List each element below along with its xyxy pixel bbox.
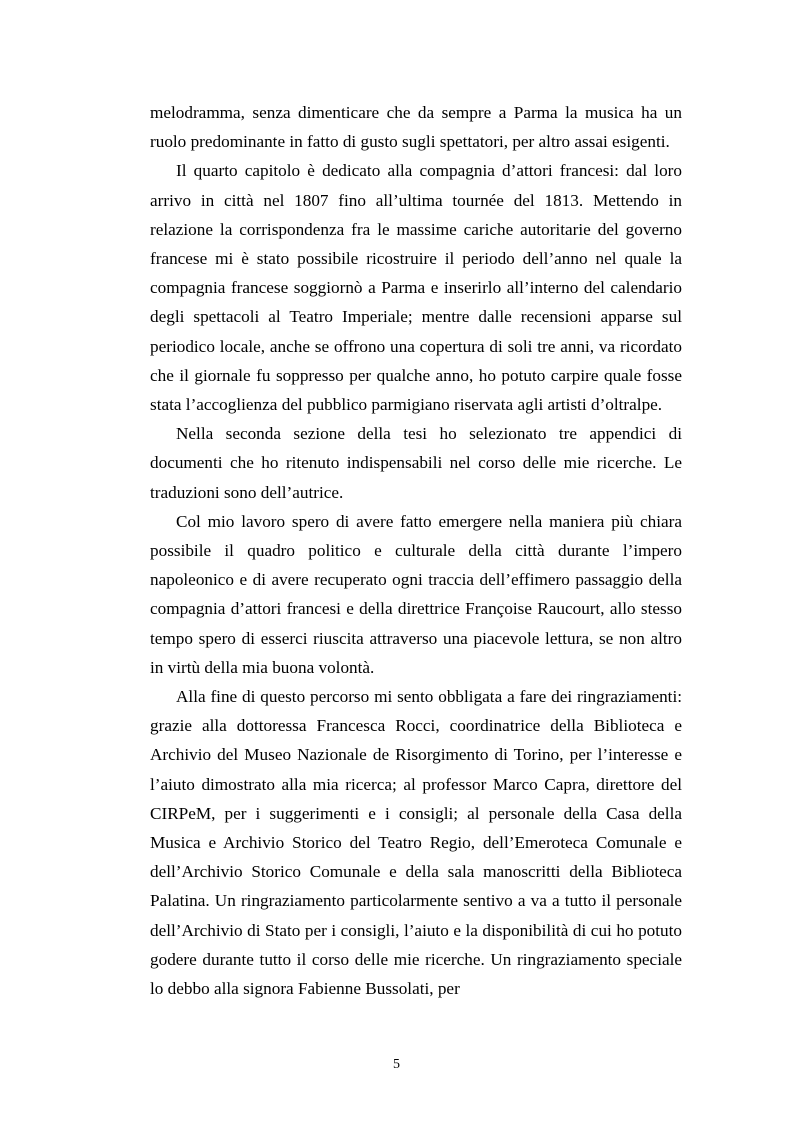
paragraph-appendices: Nella seconda sezione della tesi ho selezionato tre appendici di documenti che ho ritenuto indispensabili nel corso delle mie ricerche. Le traduzioni sono dell’autrice. (150, 424, 682, 502)
paragraph-french-company: Il quarto capitolo è dedicato alla compagnia d’attori francesi: dal loro arrivo in città nel 1807 fino all’ultima tournée del 1813. Mettendo in relazione la corrispondenza fra le massime cariche autoritarie del governo francese mi è stato possibile ricostruire il periodo dell’anno nel quale la compagnia francese soggiornò a Parma e inserirlo all’interno del calendario degli spettacoli al Teatro Imperiale; mentre dalle recensioni apparse sul periodico locale, anche se offrono una copertura di soli tre anni, va ricordato che il giornale fu soppresso per qualche anno, ho potuto carpire quale fosse stata l’accoglienza del pubblico parmigiano riservata agli artisti d’oltralpe. (150, 161, 682, 415)
document-body (150, 98, 682, 1003)
paragraph-conclusion: Col mio lavoro spero di avere fatto emergere nella maniera più chiara possibile il quadro politico e culturale della città durante l’impero napoleonico e di avere recuperato ogni traccia dell’effimero passaggio della compagnia d’attori francesi e della direttrice Françoise Raucourt, allo stesso tempo spero di esserci riuscita attraverso una piacevole lettura, se non altro in virtù della mia buona volontà. (150, 511, 682, 677)
paragraph-continuation: melodramma, senza dimenticare che da sempre a Parma la musica ha un ruolo predominante in fatto di gusto sugli spettatori, per altro assai esigenti. (150, 103, 682, 152)
paragraph-acknowledgements: Alla fine di questo percorso mi sento obbligata a fare dei ringraziamenti: grazie alla dottoressa Francesca Rocci, coordinatrice della Biblioteca e Archivio del Museo Nazionale de Risorgimento di Torino, per l’interesse e l’aiuto dimostrato alla mia ricerca; al professor Marco Capra, direttore del CIRPeM, per i suggerimenti e i consigli; al personale della Casa della Musica e Archivio Storico del Teatro Regio, dell’Emeroteca Comunale e dell’Archivio Storico Comunale e della sala manoscritti della Biblioteca Palatina. Un ringraziamento particolarmente sentivo a va a tutto il personale dell’Archivio di Stato per i consigli, l’aiuto e la disponibilità di cui ho potuto godere durante tutto il corso delle mie ricerche. Un ringraziamento speciale lo debbo alla signora Fabienne Bussolati, per (150, 687, 682, 999)
page-number: 5 (393, 1057, 400, 1072)
